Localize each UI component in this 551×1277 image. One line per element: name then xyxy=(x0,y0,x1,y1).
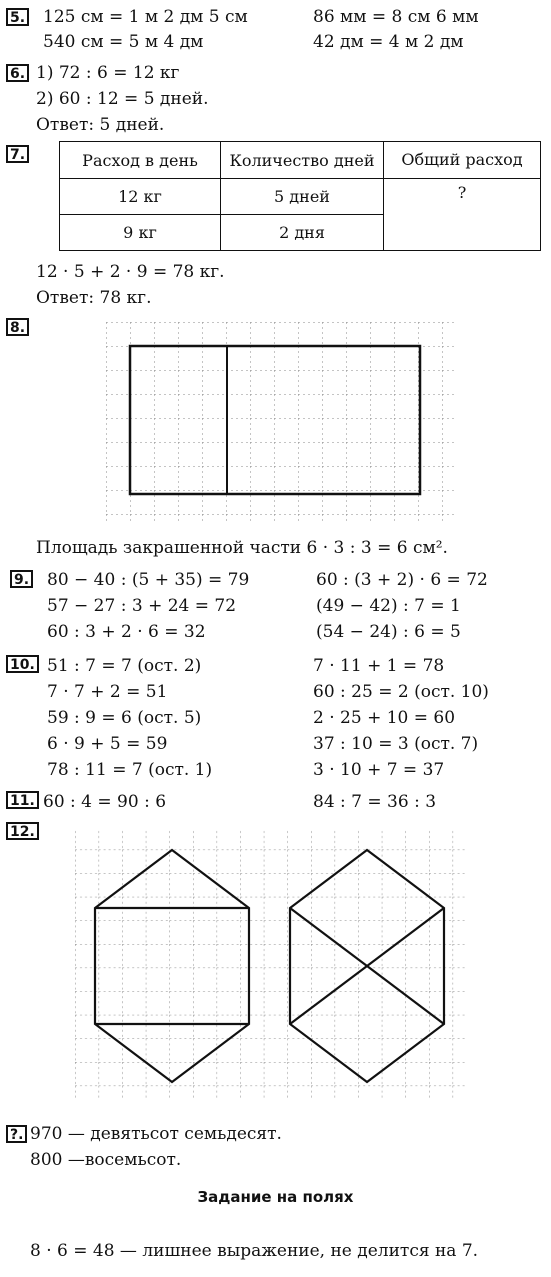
margin-task-title: Задание на полях xyxy=(197,1188,354,1206)
task-10-right-1: 7 · 11 + 1 = 78 xyxy=(313,656,445,676)
task-6-line-2: 2) 60 : 12 = 5 дней. xyxy=(36,89,209,109)
margin-task-text: 8 · 6 = 48 — лишнее выражение, не делится на 7. xyxy=(30,1241,479,1261)
table-cell: 12 кг xyxy=(60,179,221,215)
task-8-area-text: Площадь закрашенной части 6 · 3 : 3 = 6 см². xyxy=(36,538,448,558)
task-question-line-2: 800 —восемьсот. xyxy=(30,1150,182,1170)
task-5-line-2: 540 см = 5 м 4 дм xyxy=(43,32,204,52)
grid-background xyxy=(75,828,465,1100)
task-7-line-1: 12 · 5 + 2 · 9 = 78 кг. xyxy=(36,262,225,282)
table-cell: 5 дней xyxy=(221,179,384,215)
task-9-right-1: 60 : (3 + 2) · 6 = 72 xyxy=(316,570,488,590)
task-7-number: 7. xyxy=(6,145,29,163)
task-9-right-3: (54 − 24) : 6 = 5 xyxy=(316,622,461,642)
task-10-left-2: 7 · 7 + 2 = 51 xyxy=(47,682,168,702)
task-8-grid-drawing xyxy=(100,318,460,528)
task-5-number: 5. xyxy=(6,8,29,26)
table-cell: 2 дня xyxy=(221,215,384,251)
task-10-left-3: 59 : 9 = 6 (ост. 5) xyxy=(47,708,202,728)
task-9-number: 9. xyxy=(10,570,33,588)
table-header: Количество дней xyxy=(221,142,384,179)
task-9-left-3: 60 : 3 + 2 · 6 = 32 xyxy=(47,622,206,642)
task-question-line-1: 970 — девятьсот семьдесят. xyxy=(30,1124,282,1144)
task-5-right-2: 42 дм = 4 м 2 дм xyxy=(313,32,464,52)
task-8-number: 8. xyxy=(6,318,29,336)
task-10-right-3: 2 · 25 + 10 = 60 xyxy=(313,708,456,728)
task-10-right-4: 37 : 10 = 3 (ост. 7) xyxy=(313,734,479,754)
task-10-left-1: 51 : 7 = 7 (ост. 2) xyxy=(47,656,202,676)
task-6-number: 6. xyxy=(6,64,29,82)
task-10-right-2: 60 : 25 = 2 (ост. 10) xyxy=(313,682,489,702)
task-10-left-4: 6 · 9 + 5 = 59 xyxy=(47,734,168,754)
table-cell: 9 кг xyxy=(60,215,221,251)
task-7-answer: Ответ: 78 кг. xyxy=(36,288,152,308)
task-9-right-2: (49 − 42) : 7 = 1 xyxy=(316,596,461,616)
table-header: Общий расход xyxy=(384,142,541,179)
task-9-left-2: 57 − 27 : 3 + 24 = 72 xyxy=(47,596,237,616)
task-11-left: 60 : 4 = 90 : 6 xyxy=(43,792,167,812)
task-5-right-1: 86 мм = 8 см 6 мм xyxy=(313,7,479,27)
task-12-grid-drawing xyxy=(72,826,468,1102)
task-5-line-1: 125 см = 1 м 2 дм 5 см xyxy=(43,7,248,27)
task-10-number: 10. xyxy=(6,655,39,673)
task-7-table xyxy=(59,141,541,251)
task-question-number: ?. xyxy=(6,1125,27,1143)
task-12-number: 12. xyxy=(6,822,39,840)
task-6-answer: Ответ: 5 дней. xyxy=(36,115,165,135)
task-10-left-5: 78 : 11 = 7 (ост. 1) xyxy=(47,760,213,780)
task-6-line-1: 1) 72 : 6 = 12 кг xyxy=(36,63,180,83)
task-10-right-5: 3 · 10 + 7 = 37 xyxy=(313,760,445,780)
task-11-number: 11. xyxy=(6,791,39,809)
task-9-left-1: 80 − 40 : (5 + 35) = 79 xyxy=(47,570,250,590)
table-header: Расход в день xyxy=(60,142,221,179)
table-cell-unknown: ? xyxy=(384,179,541,251)
task-11-right: 84 : 7 = 36 : 3 xyxy=(313,792,437,812)
